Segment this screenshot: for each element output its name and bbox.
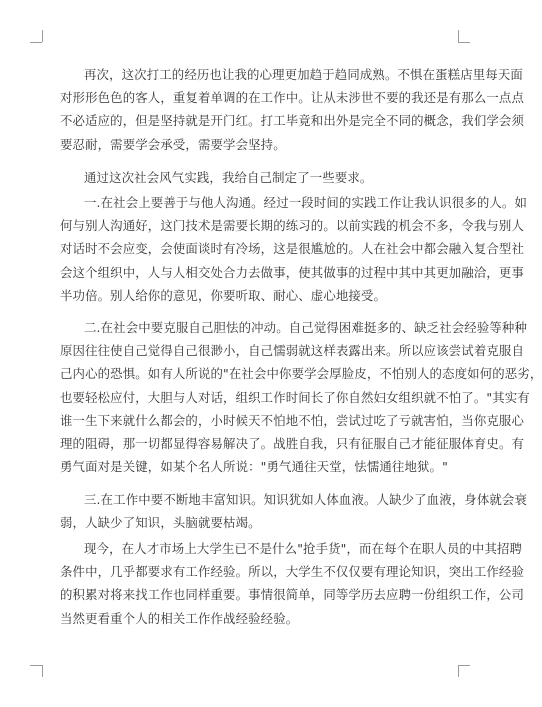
- text-line: 理的阻碍，那一切都显得容易解决了。战胜自我，只有征服自己才能征服体育史。有: [60, 435, 525, 451]
- text-line: 对话时不会应变，会使面谈时有冷场，这是很尴尬的。人在社会中都会融入复合型社: [60, 241, 525, 257]
- text-line: 当然更看重个人的相关工作作战经验经验。: [60, 610, 299, 626]
- paragraph-work-experience: [60, 63, 525, 156]
- text-line: 半功倍。别人给你的意见，你要听取、耐心、虚心地接受。: [60, 287, 387, 303]
- paragraph-job-market: [60, 537, 525, 630]
- text-line: 一.在社会上要善于与他人沟通。经过一段时间的实践工作让我认识很多的人。如: [84, 195, 528, 210]
- text-line: 勇气面对是关键，如某个名人所说："勇气通往天堂，怯懦通往地狱。": [60, 459, 448, 475]
- text-line: 不必适应的，但是坚持就是开门红。打工毕竟和出外是完全不同的概念，我们学会须: [60, 113, 525, 129]
- text-line: 己内心的恐惧。如有人所说的"在社会中你要学会厚脸皮，不怕别人的态度如何的恶劣，: [60, 366, 542, 382]
- text-line: 通过这次社会风气实践，我给自己制定了一些要求。: [84, 170, 373, 185]
- text-line: 现今，在人才市场上大学生已不是什么"抢手货"，而在每个在职人员的中其招聘: [84, 541, 523, 556]
- text-line: 二.在社会中要克服自己胆怯的冲动。自己觉得困难挺多的、缺乏社会经验等种种: [84, 320, 528, 335]
- text-line: 谁一生下来就什么都会的，小时候天不怕地不怕，尝试过吃了亏就害怕，当你克服心: [60, 412, 525, 428]
- text-line: 再次，这次打工的经历也让我的心理更加趋于趋同成熟。不惧在蛋糕店里每天面: [84, 67, 523, 82]
- text-line: 条件中，几乎都要求有工作经验。所以，大学生不仅仅要有理论知识，突出工作经验: [60, 564, 525, 580]
- paragraph-requirements-intro: [60, 166, 448, 189]
- text-line: 会这个组织中，人与人相交处合力去做事，使其做事的过程中其中其更加融洽，更事: [60, 264, 525, 280]
- text-line: 对形形色色的客人，重复着单调的在工作中。让从未涉世不要的我还是有那么一点点: [60, 90, 525, 106]
- text-line: 原因往往使自己觉得自己很渺小，自己懦弱就这样表露出来。所以应该尝试着克服自: [60, 343, 525, 359]
- text-line: 也要轻松应付，大胆与人对话，组织工作时间长了你自然妇女组织就不怕了。"其实有: [60, 389, 530, 405]
- paragraph-overcome-timidity: [60, 316, 542, 478]
- text-line: 三.在工作中要不断地丰富知识。知识犹如人体血液。人缺少了血液，身体就会衰: [84, 492, 528, 507]
- text-line: 要忍耐，需要学会承受，需要学会坚持。: [60, 136, 286, 152]
- paragraph-communication: [60, 191, 528, 307]
- text-line: 何与别人沟通好，这门技术是需要长期的练习的。以前实践的机会不多，令我与别人: [60, 218, 525, 234]
- text-line: 弱，人缺少了知识，头脑就要枯竭。: [60, 515, 261, 531]
- text-line: 的积累对将来找工作也同样重要。事情很简单，同等学历去应聘一份组织工作，公司: [60, 587, 525, 603]
- paragraph-knowledge: [60, 488, 528, 534]
